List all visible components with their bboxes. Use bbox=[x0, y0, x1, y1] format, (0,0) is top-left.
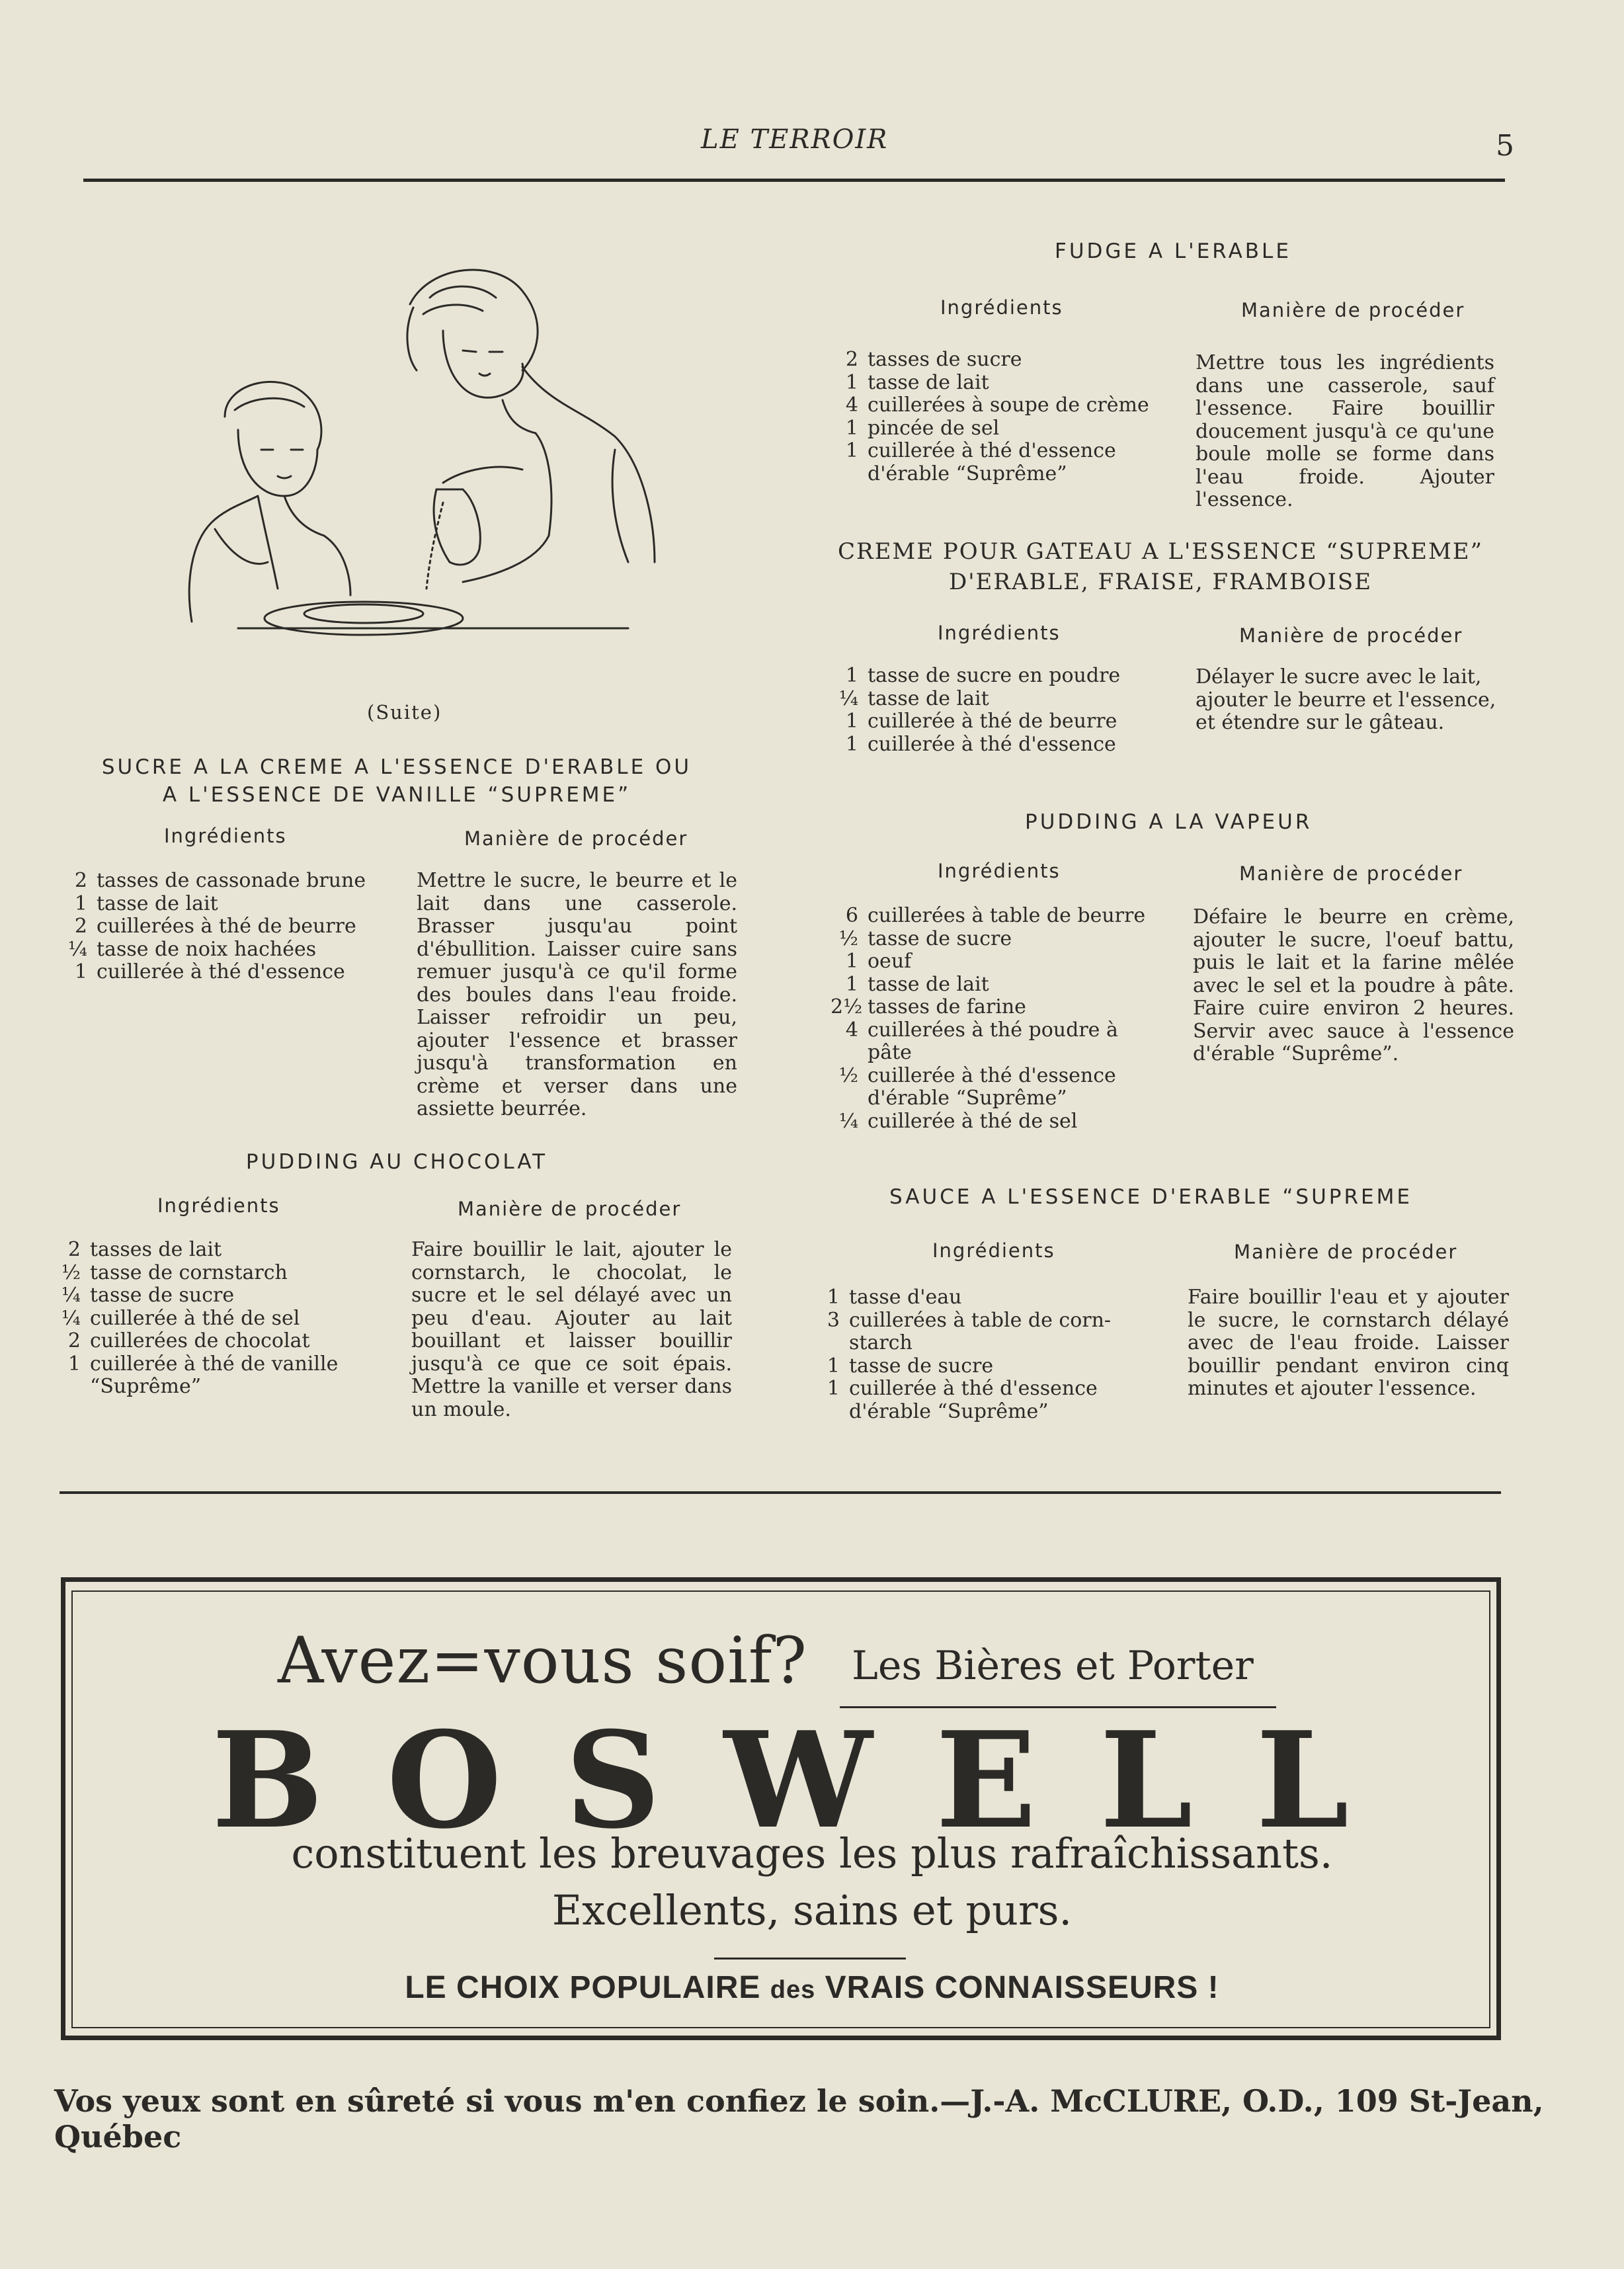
ingredient-text: cuillerée à thé d'essence bbox=[868, 732, 1116, 756]
ingredient-text: cuillerées de chocolat bbox=[90, 1329, 310, 1352]
ingredient-row bbox=[53, 1330, 397, 1353]
brand-letter: L bbox=[1256, 1703, 1349, 1858]
ingredient-quantity: 4 bbox=[845, 393, 858, 417]
ingredient-row bbox=[831, 1042, 1174, 1065]
ingredient-quantity: 1 bbox=[845, 732, 858, 756]
optometrist-footer: Vos yeux sont en sûreté si vous m'en confiez le soin.—J.-A. McCLURE, O.D., 109 St-Jean, Québec bbox=[54, 2083, 1544, 2155]
sucre-ingredients-list bbox=[60, 870, 403, 984]
ingredient-text: tasse de sucre bbox=[868, 927, 1012, 950]
section-divider-rule bbox=[60, 1491, 1501, 1494]
ingredient-row bbox=[831, 1110, 1174, 1134]
ingredient-quantity: 1 bbox=[845, 972, 858, 996]
fudge-ingredients-heading: Ingrédients bbox=[940, 296, 1063, 319]
sauce-procedure: Faire bouillir l'eau et y ajouter le sucre, le cornstarch délayé avec de l'eau froide. Laisser bouillir pendant environ cinq minutes et ajouter l'essence. bbox=[1188, 1286, 1509, 1400]
ingredient-quantity: ¼ bbox=[838, 1109, 858, 1133]
ingredient-row bbox=[831, 1087, 1174, 1110]
ingredient-row bbox=[53, 1284, 397, 1307]
ingredient-row bbox=[831, 973, 1174, 997]
ingredient-quantity: 3 bbox=[827, 1308, 840, 1332]
ingredient-quantity: 2 bbox=[74, 915, 87, 938]
creme-title-line-1: CREME POUR GATEAU A L'ESSENCE “SUPREME” bbox=[838, 538, 1483, 565]
ingredient-row bbox=[831, 349, 1174, 372]
ingredient-text: oeuf bbox=[868, 950, 912, 973]
ingredient-quantity: 1 bbox=[827, 1286, 840, 1309]
ingredient-row bbox=[812, 1309, 1169, 1333]
ingredient-row bbox=[53, 1307, 397, 1331]
ingredient-text: tasses de lait bbox=[90, 1238, 222, 1261]
ingredient-row bbox=[831, 905, 1174, 928]
creme-title bbox=[827, 537, 1494, 598]
ingredient-text: cuillerées à thé poudre à bbox=[868, 1018, 1118, 1042]
ingredient-text: starch bbox=[849, 1331, 913, 1354]
ad-products: Les Bières et Porter bbox=[852, 1643, 1254, 1689]
creme-title-line-2: D'ERABLE, FRAISE, FRAMBOISE bbox=[948, 568, 1373, 595]
ingredient-row bbox=[60, 893, 403, 916]
ingredient-quantity: 6 bbox=[845, 904, 858, 927]
ingredient-text: cuillerée à thé de vanille bbox=[90, 1352, 339, 1376]
ingredient-row bbox=[831, 733, 1174, 757]
ingredient-row bbox=[831, 440, 1174, 463]
vapeur-procedure: Défaire le beurre en crème, ajouter le sucre, l'oeuf battu, puis le lait et la farine mêlée avec le sel et la poudre à pâte. Faire cuire environ 2 heures. Servir avec sauce à l'essence d'érable “Suprême”. bbox=[1193, 905, 1514, 1065]
ingredient-text: tasse de cornstarch bbox=[90, 1260, 288, 1284]
ingredient-row bbox=[812, 1401, 1169, 1424]
ingredient-text: cuillerée à thé de sel bbox=[868, 1109, 1078, 1133]
creme-procedure: Délayer le sucre avec le lait, ajouter le beurre et l'essence, et étendre sur le gâteau. bbox=[1196, 665, 1496, 734]
brand-letter: S bbox=[565, 1703, 661, 1858]
brand-letter: O bbox=[386, 1703, 502, 1858]
ingredient-text: cuillerée à thé d'essence bbox=[849, 1377, 1098, 1400]
ingredient-text: cuillerées à table de beurre bbox=[868, 904, 1146, 927]
ingredient-row bbox=[53, 1262, 397, 1285]
ingredient-text: d'érable “Suprême” bbox=[849, 1399, 1049, 1423]
ingredient-text: cuillerées à thé de beurre bbox=[97, 915, 356, 938]
ad-tagline-rule bbox=[714, 1958, 906, 1960]
sauce-title: SAUCE A L'ESSENCE D'ERABLE “SUPREME bbox=[889, 1185, 1412, 1209]
ad-slogan-part-1: LE CHOIX POPULAIRE bbox=[405, 1970, 770, 2005]
brand-letter: L bbox=[1100, 1703, 1193, 1858]
ingredient-quantity: 1 bbox=[845, 439, 858, 462]
chocolat-procedure: Faire bouillir le lait, ajouter le cornstarch, le chocolat, le sucre et le sel délayé avec un peu d'eau. Ajouter au lait bouillant et laisser bouillir jusqu'à ce que ce soit épais. Mettre la vanille et verser dans un moule. bbox=[411, 1238, 732, 1421]
vapeur-ingredients-list bbox=[831, 905, 1174, 1133]
ingredient-quantity: ½ bbox=[61, 1260, 81, 1284]
ingredient-quantity: ½ bbox=[838, 1063, 858, 1087]
ad-slogan-des: des bbox=[770, 1976, 816, 2004]
sucre-title bbox=[66, 754, 727, 809]
ingredient-row bbox=[831, 372, 1174, 395]
running-title: LE TERROIR bbox=[701, 124, 889, 155]
mother-and-child-illustration bbox=[152, 251, 668, 675]
sucre-procedure: Mettre le sucre, le beurre et le lait dans une casserole. Brasser jusqu'au point d'ébullition. Laisser cuire sans remuer jusqu'à ce qu'il forme des boules dans l'eau froide. Laisser refroidir un peu, ajouter l'essence et brasser jusqu'à transformation en crème et verser dans une assiette beurrée. bbox=[417, 869, 737, 1120]
ingredient-quantity: ¼ bbox=[838, 686, 858, 710]
vapeur-procedure-heading: Manière de procéder bbox=[1239, 862, 1463, 885]
ingredient-text: tasse de lait bbox=[868, 972, 989, 996]
chocolat-ingredients-heading: Ingrédients bbox=[157, 1194, 280, 1217]
ingredient-quantity bbox=[831, 1042, 868, 1065]
page-number: 5 bbox=[1496, 129, 1514, 163]
ingredient-row bbox=[831, 463, 1174, 486]
ingredient-text: d'érable “Suprême” bbox=[868, 462, 1067, 485]
ingredient-quantity: 1 bbox=[827, 1377, 840, 1400]
ingredient-text: tasses de sucre bbox=[868, 348, 1022, 371]
creme-ingredients-list bbox=[831, 665, 1174, 756]
ingredient-row bbox=[60, 938, 403, 962]
ingredient-row bbox=[831, 665, 1174, 688]
ingredient-row bbox=[812, 1378, 1169, 1401]
ingredient-row bbox=[831, 1065, 1174, 1088]
ingredient-quantity: 2½ bbox=[831, 995, 863, 1018]
fudge-ingredients-list bbox=[831, 349, 1174, 485]
ingredient-row bbox=[831, 394, 1174, 417]
ingredient-row bbox=[831, 950, 1174, 973]
ad-slogan-part-2: VRAIS CONNAISSEURS ! bbox=[815, 1970, 1219, 2005]
ingredient-quantity: 1 bbox=[845, 950, 858, 973]
creme-procedure-heading: Manière de procéder bbox=[1239, 624, 1463, 647]
ingredient-text: tasses de cassonade brune bbox=[97, 869, 366, 892]
ingredient-quantity: 1 bbox=[845, 710, 858, 733]
sucre-ingredients-heading: Ingrédients bbox=[164, 825, 287, 847]
ingredient-quantity bbox=[53, 1376, 90, 1399]
ingredient-quantity bbox=[831, 1087, 868, 1110]
ingredient-quantity: 2 bbox=[845, 348, 858, 371]
ingredient-quantity: 2 bbox=[67, 1238, 81, 1261]
ad-tagline-2: Excellents, sains et purs. bbox=[551, 1886, 1073, 1934]
ingredient-row bbox=[831, 710, 1174, 733]
ingredient-text: d'érable “Suprême” bbox=[868, 1087, 1067, 1110]
ingredient-text: tasse de sucre bbox=[90, 1284, 235, 1307]
ingredient-text: cuillerée à thé d'essence bbox=[868, 439, 1116, 462]
vapeur-ingredients-heading: Ingrédients bbox=[938, 860, 1061, 882]
brand-letter: W bbox=[723, 1703, 873, 1858]
ingredient-quantity: 2 bbox=[67, 1329, 81, 1352]
ingredient-text: tasse de lait bbox=[868, 370, 989, 394]
ingredient-text: cuillerée à thé de sel bbox=[90, 1306, 300, 1330]
ingredient-row bbox=[812, 1332, 1169, 1355]
ingredient-quantity: 1 bbox=[74, 960, 87, 983]
chocolat-ingredients-list bbox=[53, 1239, 397, 1399]
sucre-procedure-heading: Manière de procéder bbox=[464, 827, 688, 850]
ingredient-row bbox=[53, 1376, 397, 1399]
fudge-procedure-heading: Manière de procéder bbox=[1241, 299, 1465, 321]
ingredient-quantity bbox=[831, 463, 868, 486]
ingredient-text: tasse de lait bbox=[97, 891, 218, 915]
ingredient-text: cuillerée à thé d'essence bbox=[97, 960, 345, 983]
ingredient-row bbox=[812, 1355, 1169, 1378]
ingredient-quantity: ½ bbox=[838, 927, 858, 950]
ingredient-row bbox=[60, 870, 403, 893]
ingredient-row bbox=[60, 915, 403, 938]
sucre-title-line-1: SUCRE A LA CREME A L'ESSENCE D'ERABLE OU bbox=[101, 755, 692, 779]
ingredient-quantity bbox=[812, 1401, 849, 1424]
ingredient-row bbox=[831, 688, 1174, 711]
ingredient-text: cuillerée à thé d'essence bbox=[868, 1063, 1116, 1087]
ingredient-text: “Suprême” bbox=[90, 1375, 202, 1398]
ingredient-quantity: 1 bbox=[845, 664, 858, 687]
ingredient-quantity: 1 bbox=[827, 1354, 840, 1378]
fudge-title: FUDGE A L'ERABLE bbox=[1055, 239, 1291, 263]
ingredient-text: pâte bbox=[868, 1041, 912, 1064]
ingredient-text: tasses de farine bbox=[868, 995, 1026, 1018]
ingredient-text: tasse d'eau bbox=[849, 1286, 962, 1309]
ingredient-text: pincée de sel bbox=[868, 416, 1000, 440]
ingredient-row bbox=[53, 1353, 397, 1376]
ingredient-text: tasse de lait bbox=[868, 686, 989, 710]
suite-label: (Suite) bbox=[367, 701, 442, 723]
ingredient-row bbox=[812, 1286, 1169, 1309]
ingredient-text: cuillerées à soupe de crème bbox=[868, 393, 1149, 417]
ingredient-row bbox=[60, 961, 403, 984]
ad-tagline-1: constituent les breuvages les plus rafraîchissants. bbox=[291, 1829, 1333, 1877]
sauce-ingredients-heading: Ingrédients bbox=[932, 1239, 1055, 1262]
ingredient-text: tasse de sucre bbox=[849, 1354, 994, 1378]
ingredient-quantity bbox=[812, 1332, 849, 1355]
ingredient-quantity: 4 bbox=[845, 1018, 858, 1042]
ingredient-quantity: 1 bbox=[74, 891, 87, 915]
ingredient-quantity: ¼ bbox=[61, 1306, 81, 1330]
mother-and-child-drawing-icon bbox=[152, 251, 668, 675]
ingredient-text: tasse de noix hachées bbox=[97, 937, 317, 961]
ingredient-quantity: ¼ bbox=[61, 1284, 81, 1307]
fudge-procedure: Mettre tous les ingrédients dans une casserole, sauf l'essence. Faire bouillir doucement jusqu'à ce qu'une boule molle se forme dans l'eau froide. Ajouter l'essence. bbox=[1196, 351, 1494, 511]
ingredient-quantity: 1 bbox=[67, 1352, 81, 1376]
ingredient-quantity: 1 bbox=[845, 370, 858, 394]
ingredient-text: tasse de sucre en poudre bbox=[868, 664, 1121, 687]
chocolat-procedure-heading: Manière de procéder bbox=[458, 1198, 682, 1220]
brand-letter: E bbox=[935, 1703, 1037, 1858]
sauce-ingredients-list bbox=[812, 1286, 1169, 1423]
ingredient-text: cuillerée à thé de beurre bbox=[868, 710, 1117, 733]
ingredient-row bbox=[53, 1239, 397, 1262]
ingredient-row bbox=[831, 1019, 1174, 1042]
ad-slogan bbox=[0, 1969, 1624, 2006]
vapeur-title: PUDDING A LA VAPEUR bbox=[1025, 810, 1313, 834]
ingredient-row bbox=[831, 417, 1174, 440]
ingredient-row bbox=[831, 928, 1174, 951]
ingredient-row bbox=[831, 996, 1174, 1019]
chocolat-title: PUDDING AU CHOCOLAT bbox=[245, 1150, 548, 1174]
sauce-procedure-heading: Manière de procéder bbox=[1234, 1241, 1458, 1263]
ad-question: Avez=vous soif? bbox=[278, 1624, 807, 1698]
top-rule bbox=[83, 179, 1505, 182]
ingredient-text: cuillerées à table de corn- bbox=[849, 1308, 1112, 1332]
brand-letter: B bbox=[212, 1703, 324, 1858]
sucre-title-line-2: A L'ESSENCE DE VANILLE “SUPREME” bbox=[162, 782, 631, 807]
ingredient-quantity: 2 bbox=[74, 869, 87, 892]
ingredient-quantity: 1 bbox=[845, 416, 858, 440]
creme-ingredients-heading: Ingrédients bbox=[938, 622, 1061, 644]
ingredient-quantity: ¼ bbox=[67, 937, 87, 961]
